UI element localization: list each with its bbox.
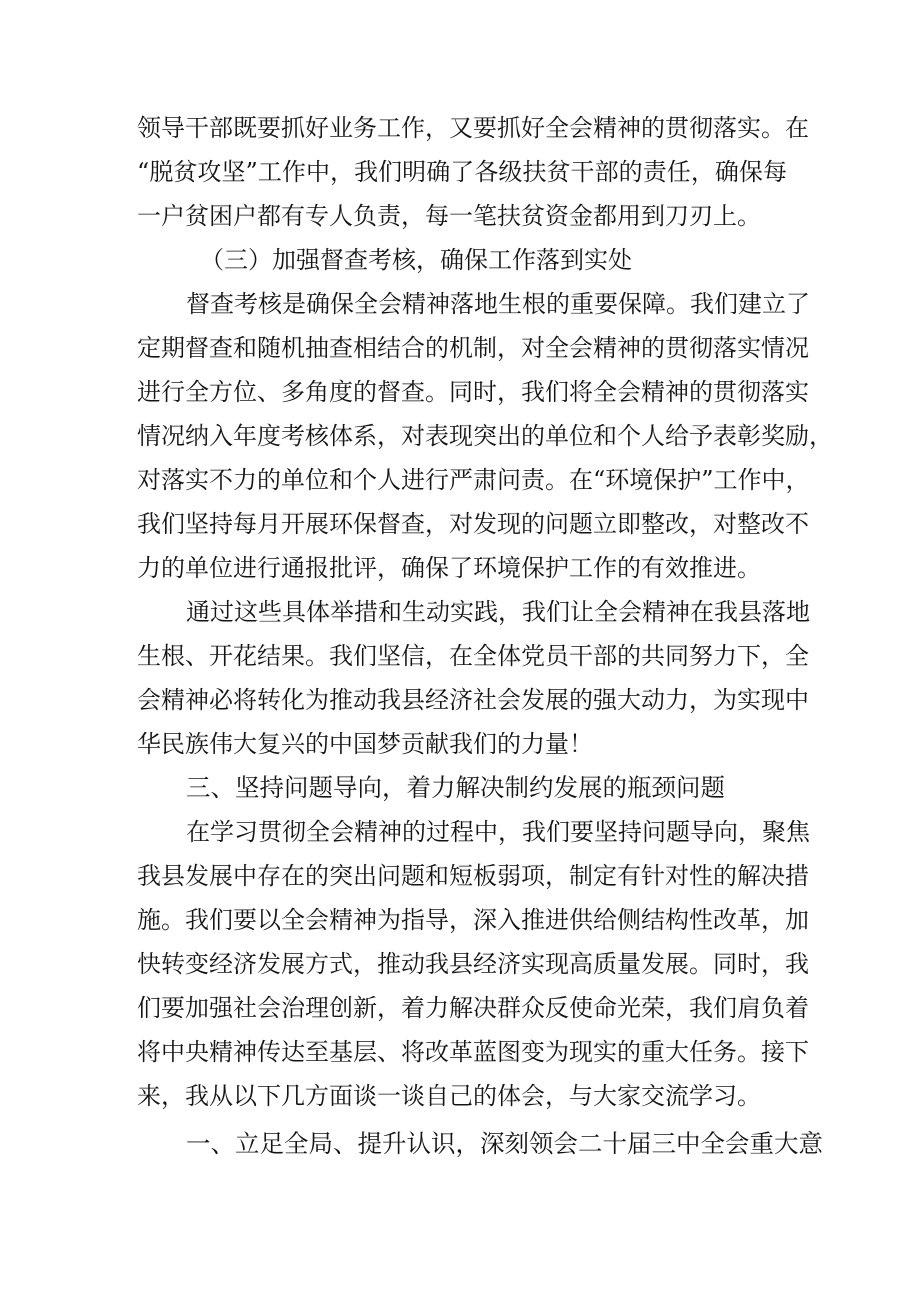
paragraph-line: 督查考核是确保全会精神落地生根的重要保障。我们建立了 <box>186 290 810 318</box>
paragraph-line: 生根、开花结果。我们坚信，在全体党员干部的共同努力下，全 <box>137 642 809 670</box>
paragraph-line: 来，我从以下几方面谈一谈自己的体会，与大家交流学习。 <box>137 1082 761 1110</box>
paragraph-line: “脱贫攻坚”工作中，我们明确了各级扶贫干部的责任，确保每 <box>137 158 787 186</box>
paragraph-line: 力的单位进行通报批评，确保了环境保护工作的有效推进。 <box>137 554 761 582</box>
paragraph-line: 快转变经济发展方式，推动我县经济实现高质量发展。同时，我 <box>137 950 809 978</box>
paragraph-line: 们要加强社会治理创新，着力解决群众反使命光荣，我们肩负着 <box>137 994 809 1022</box>
paragraph-line: 我们坚持每月开展环保督查，对发现的问题立即整改，对整改不 <box>137 510 809 538</box>
paragraph-line: 情况纳入年度考核体系，对表现突出的单位和个人给予表彰奖励， <box>137 422 833 450</box>
paragraph-line: 会精神必将转化为推动我县经济社会发展的强大动力，为实现中 <box>137 686 809 714</box>
paragraph-line: 华民族伟大复兴的中国梦贡献我们的力量！ <box>137 730 593 758</box>
paragraph-line: 通过这些具体举措和生动实践，我们让全会精神在我县落地 <box>186 598 810 626</box>
paragraph-line: 将中央精神传达至基层、将改革蓝图变为现实的重大任务。接下 <box>137 1038 809 1066</box>
paragraph-line: 一户贫困户都有专人负责，每一笔扶贫资金都用到刀刃上。 <box>137 202 761 230</box>
paragraph-line: 领导干部既要抓好业务工作，又要抓好全会精神的贯彻落实。在 <box>137 114 809 142</box>
paragraph-line: 进行全方位、多角度的督查。同时，我们将全会精神的贯彻落实 <box>137 378 809 406</box>
paragraph-line: 在学习贯彻全会精神的过程中，我们要坚持问题导向，聚焦 <box>186 818 810 846</box>
section-heading: 三、坚持问题导向，着力解决制约发展的瓶颈问题 <box>186 773 725 802</box>
paragraph-line: 我县发展中存在的突出问题和短板弱项，制定有针对性的解决措 <box>137 862 809 890</box>
section-subheading: （三）加强督查考核，确保工作落到实处 <box>200 246 632 274</box>
paragraph-line: 定期督查和随机抽查相结合的机制，对全会精神的贯彻落实情况 <box>137 334 809 362</box>
paragraph-line: 对落实不力的单位和个人进行严肃问责。在“环境保护”工作中， <box>137 466 810 494</box>
paragraph-line: 施。我们要以全会精神为指导，深入推进供给侧结构性改革，加 <box>137 906 809 934</box>
section-heading: 一、立足全局、提升认识，深刻领会二十届三中全会重大意 <box>186 1129 823 1158</box>
